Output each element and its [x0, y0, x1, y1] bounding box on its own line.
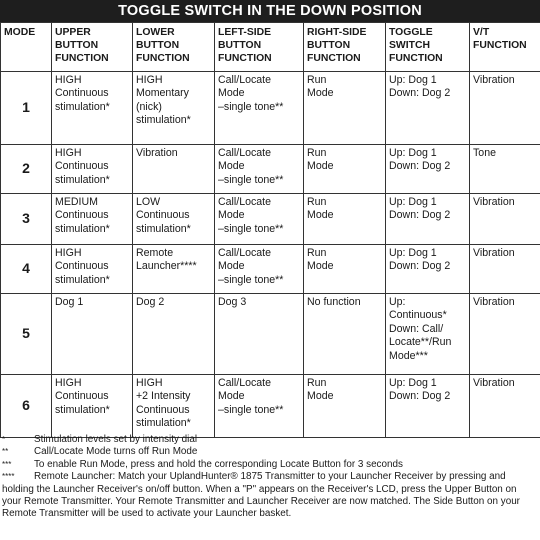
lower-cell: Vibration: [133, 145, 215, 194]
upper-cell: HIGH Continuous stimulation*: [52, 375, 133, 438]
upper-cell: MEDIUM Continuous stimulation*: [52, 194, 133, 245]
mode-number: 5: [1, 294, 52, 375]
upper-cell: Dog 1: [52, 294, 133, 375]
footnote-mark: ***: [2, 459, 12, 469]
right-side-cell: Run Mode: [304, 145, 386, 194]
left-side-cell: Dog 3: [215, 294, 304, 375]
left-side-cell: Call/Locate Mode –single tone**: [215, 145, 304, 194]
lower-cell: LOW Continuous stimulation*: [133, 194, 215, 245]
footnote: [0, 446, 540, 458]
toggle-cell: Up: Dog 1 Down: Dog 2: [386, 245, 470, 294]
mode-number: 2: [1, 145, 52, 194]
footnote-text: Call/Locate Mode turns off Run Mode: [34, 446, 198, 458]
right-side-cell: Run Mode: [304, 72, 386, 145]
upper-cell: HIGH Continuous stimulation*: [52, 72, 133, 145]
table-title: TOGGLE SWITCH IN THE DOWN POSITION: [0, 0, 540, 22]
lower-cell: Remote Launcher****: [133, 245, 215, 294]
lower-cell: Dog 2: [133, 294, 215, 375]
toggle-cell: Up: Continuous* Down: Call/ Locate**/Run Mode***: [386, 294, 470, 375]
right-side-cell: No function: [304, 294, 386, 375]
toggle-cell: Up: Dog 1 Down: Dog 2: [386, 72, 470, 145]
header-upper-button: UPPER BUTTON FUNCTION: [52, 23, 133, 72]
mode-number: 1: [1, 72, 52, 145]
vt-cell: Vibration: [470, 245, 540, 294]
header-right-side-button: RIGHT-SIDE BUTTON FUNCTION: [304, 23, 386, 72]
right-side-cell: Run Mode: [304, 245, 386, 294]
table-row: [1, 375, 540, 438]
header-left-side-button: LEFT-SIDE BUTTON FUNCTION: [215, 23, 304, 72]
mode-number: 4: [1, 245, 52, 294]
mode-number: 6: [1, 375, 52, 438]
toggle-cell: Up: Dog 1 Down: Dog 2: [386, 194, 470, 245]
vt-cell: Tone: [470, 145, 540, 194]
right-side-cell: Run Mode: [304, 375, 386, 438]
left-side-cell: Call/Locate Mode –single tone**: [215, 375, 304, 438]
mode-function-table: [0, 22, 540, 438]
footnote: [0, 459, 540, 471]
mode-number: 3: [1, 194, 52, 245]
footnote-mark: ****: [2, 472, 15, 482]
toggle-cell: Up: Dog 1 Down: Dog 2: [386, 375, 470, 438]
vt-cell: Vibration: [470, 194, 540, 245]
footnote: [0, 471, 540, 521]
header-vt: V/T FUNCTION: [470, 23, 540, 72]
footnote-mark: *: [2, 435, 6, 444]
footnotes: [0, 434, 540, 521]
upper-cell: HIGH Continuous stimulation*: [52, 145, 133, 194]
footnote: [0, 434, 540, 446]
toggle-cell: Up: Dog 1 Down: Dog 2: [386, 145, 470, 194]
table-row: [1, 72, 540, 145]
left-side-cell: Call/Locate Mode –single tone**: [215, 245, 304, 294]
lower-cell: HIGH +2 Intensity Continuous stimulation*: [133, 375, 215, 438]
left-side-cell: Call/Locate Mode –single tone**: [215, 194, 304, 245]
table-row: [1, 194, 540, 245]
left-side-cell: Call/Locate Mode –single tone**: [215, 72, 304, 145]
footnote-text: Remote Launcher: Match your UplandHunter® 1875 Transmitter to your Launcher Receiver by pressing and holding the Launcher Receiver's on/off button. When a "P" appears on the Receiver's LCD, press the Upper Button on your Remote Transmitter. Your Remote Transmitter and Launcher Receiver are now matched. The Side Button on your Remote Transmitter will be used to activate your Launcher basket.: [2, 471, 520, 520]
lower-cell: HIGH Momentary (nick) stimulation*: [133, 72, 215, 145]
vt-cell: Vibration: [470, 375, 540, 438]
right-side-cell: Run Mode: [304, 194, 386, 245]
header-mode: MODE: [1, 23, 52, 72]
header-toggle-switch: TOGGLE SWITCH FUNCTION: [386, 23, 470, 72]
header-lower-button: LOWER BUTTON FUNCTION: [133, 23, 215, 72]
footnote-mark: **: [2, 447, 9, 457]
vt-cell: Vibration: [470, 294, 540, 375]
vt-cell: Vibration: [470, 72, 540, 145]
table-row: [1, 245, 540, 294]
table-row: [1, 145, 540, 194]
footnote-text: To enable Run Mode, press and hold the corresponding Locate Button for 3 seconds: [34, 458, 403, 470]
header-row: [1, 23, 540, 72]
table-row: [1, 294, 540, 375]
footnote-text: Stimulation levels set by intensity dial: [34, 434, 198, 445]
upper-cell: HIGH Continuous stimulation*: [52, 245, 133, 294]
